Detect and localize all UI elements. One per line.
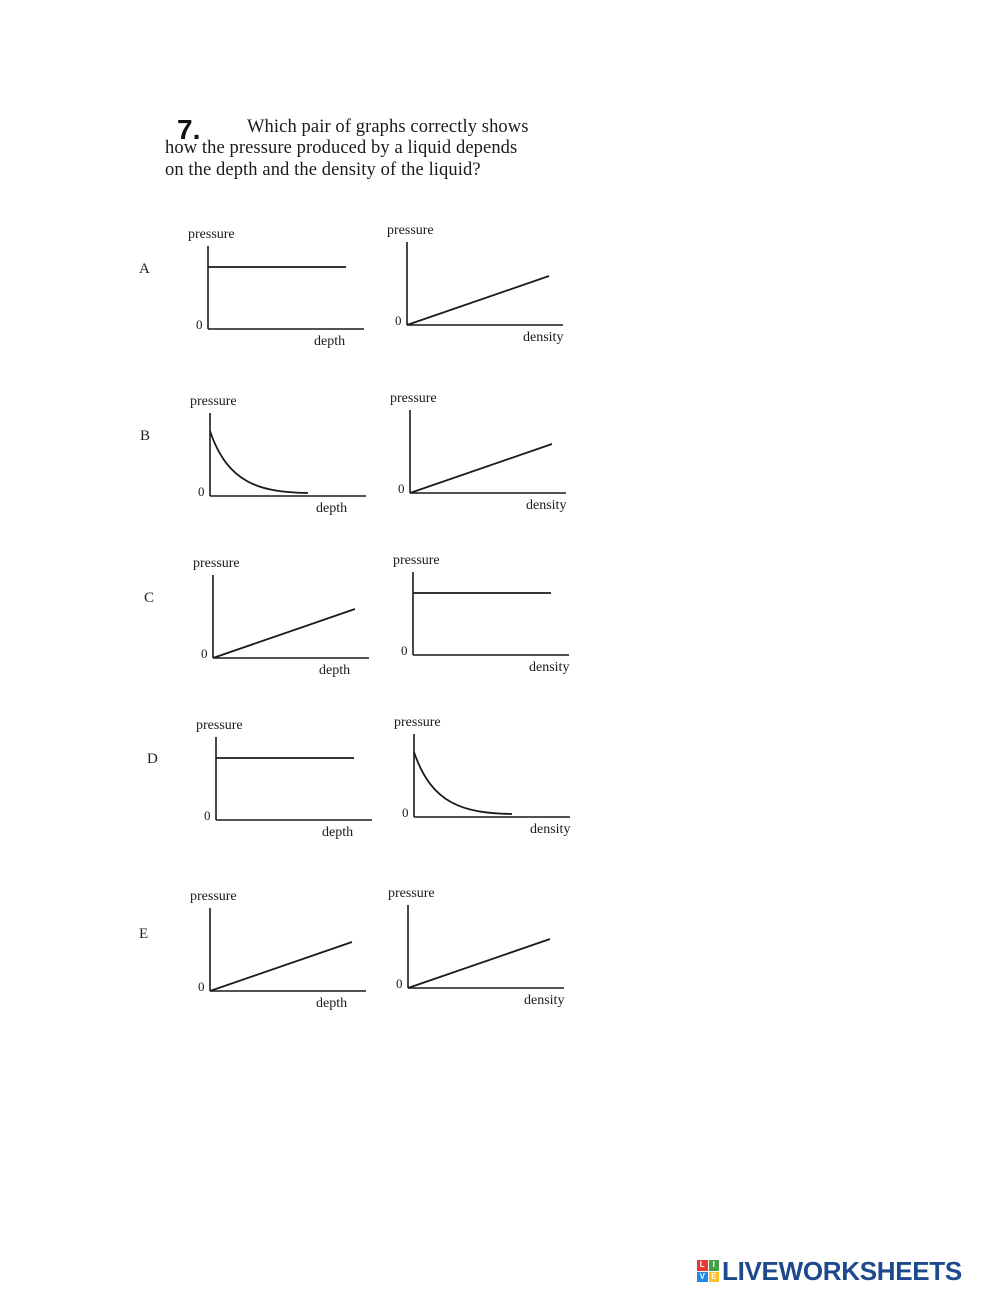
logo-letter-l: L: [697, 1260, 708, 1271]
graph-plot: [193, 557, 393, 697]
option-label-b: B: [140, 428, 151, 444]
origin-label: 0: [196, 317, 203, 332]
origin-label: 0: [204, 808, 211, 823]
x-axis-label: depth: [322, 825, 354, 840]
graph-c-left: [193, 557, 393, 697]
y-axis-label: pressure: [196, 718, 243, 733]
x-axis-label: density: [530, 822, 571, 837]
x-axis-label: depth: [316, 996, 348, 1011]
liveworksheets-watermark: [697, 1256, 962, 1286]
origin-label: 0: [398, 481, 405, 496]
graph-curve-linear-increasing: [408, 939, 550, 988]
graph-c-right: [393, 554, 593, 694]
origin-label: 0: [198, 979, 205, 994]
y-axis-label: pressure: [193, 556, 240, 571]
logo-letter-v: V: [697, 1272, 708, 1283]
graph-a-left: [188, 228, 388, 368]
y-axis-label: pressure: [393, 553, 440, 568]
graph-b-right: [390, 392, 590, 532]
question-text-line-1: Which pair of graphs correctly shows: [247, 117, 529, 137]
graph-b-left: [190, 395, 390, 535]
origin-label: 0: [201, 646, 208, 661]
x-axis-label: density: [524, 993, 565, 1008]
graph-d-left: [196, 719, 396, 859]
question-text-line-2: how the pressure produced by a liquid depends: [165, 138, 518, 158]
watermark-text: LIVEWORKSHEETS: [722, 1256, 962, 1286]
graph-e-left: [190, 890, 390, 1030]
y-axis-label: pressure: [190, 394, 237, 409]
logo-letter-e: E: [709, 1272, 720, 1283]
graph-curve-decreasing-curve: [414, 752, 512, 814]
liveworksheets-logo-icon: [697, 1260, 719, 1282]
graph-curve-linear-increasing: [210, 942, 352, 991]
x-axis-label: depth: [314, 334, 346, 349]
graph-plot: [188, 228, 388, 368]
origin-label: 0: [198, 484, 205, 499]
x-axis-label: density: [529, 660, 570, 675]
graph-curve-linear-increasing: [407, 276, 549, 325]
graph-plot: [196, 719, 396, 859]
y-axis-label: pressure: [387, 223, 434, 238]
graph-curve-linear-increasing: [410, 444, 552, 493]
question-number: 7.: [177, 114, 201, 145]
graph-plot: [394, 716, 594, 856]
graph-plot: [387, 224, 587, 364]
graph-e-right: [388, 887, 588, 1027]
graph-plot: [190, 395, 390, 535]
graph-curve-decreasing-curve: [210, 431, 308, 493]
graph-plot: [393, 554, 593, 694]
graph-plot: [390, 392, 590, 532]
origin-label: 0: [402, 805, 409, 820]
graph-a-right: [387, 224, 587, 364]
origin-label: 0: [396, 976, 403, 991]
y-axis-label: pressure: [394, 715, 441, 730]
option-label-c: C: [144, 590, 155, 606]
x-axis-label: depth: [316, 501, 348, 516]
origin-label: 0: [401, 643, 408, 658]
x-axis-label: depth: [319, 663, 351, 678]
y-axis-label: pressure: [388, 886, 435, 901]
y-axis-label: pressure: [390, 391, 437, 406]
logo-letter-i: I: [709, 1260, 720, 1271]
option-label-e: E: [139, 926, 149, 942]
graph-d-right: [394, 716, 594, 856]
graph-plot: [388, 887, 588, 1027]
option-label-a: A: [139, 261, 150, 277]
option-label-d: D: [147, 751, 158, 767]
y-axis-label: pressure: [190, 889, 237, 904]
question-text-line-3: on the depth and the density of the liquid?: [165, 160, 481, 180]
y-axis-label: pressure: [188, 227, 235, 242]
x-axis-label: density: [526, 498, 567, 513]
origin-label: 0: [395, 313, 402, 328]
x-axis-label: density: [523, 330, 564, 345]
graph-plot: [190, 890, 390, 1030]
graph-curve-linear-increasing: [213, 609, 355, 658]
